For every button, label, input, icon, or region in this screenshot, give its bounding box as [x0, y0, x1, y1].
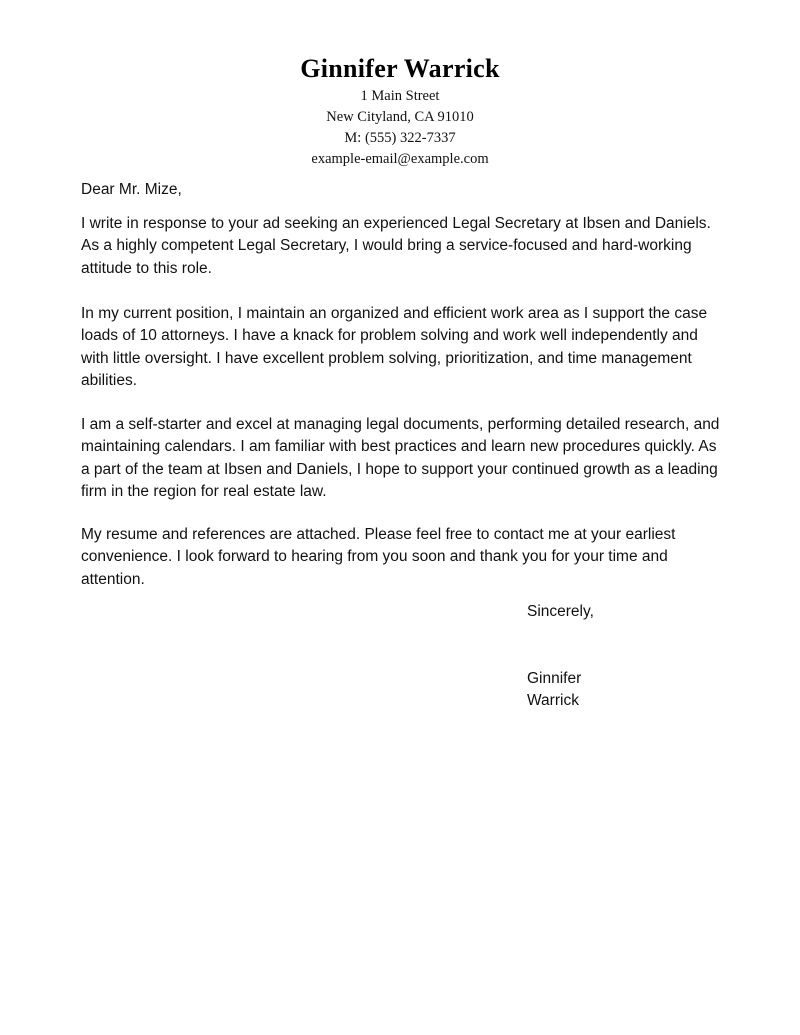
sender-street: 1 Main Street — [360, 88, 440, 104]
salutation: Dear Mr. Mize, — [81, 181, 182, 198]
letterhead — [0, 52, 800, 170]
sender-phone: M: (555) 322-7337 — [344, 130, 456, 146]
signature-first-name: Ginnifer — [527, 670, 582, 687]
body-paragraph-4: My resume and references are attached. Please feel free to contact me at your earliest convenience. I look forward to hearing from you soon and thank you for your time and attention. — [81, 526, 676, 588]
body-paragraph-2: In my current position, I maintain an organized and efficient work area as I support the case loads of 10 attorneys. I have a knack for problem solving and work well independently and with little oversight. I have excellent problem solving, prioritization, and time management abilities. — [81, 305, 708, 389]
closing: Sincerely, — [527, 603, 594, 620]
body-paragraph-1: I write in response to your ad seeking an experienced Legal Secretary at Ibsen and Daniels. As a highly competent Legal Secretary, I would bring a service-focused and hard-working attitude to this role. — [81, 215, 711, 277]
body-paragraph-3: I am a self-starter and excel at managing legal documents, performing detailed research, and maintaining calendars. I am familiar with best practices and learn new procedures quickly. As a part of the team at Ibsen and Daniels, I hope to support your continued growth as a leading firm in the region for real estate law. — [81, 416, 720, 500]
sender-city: New Cityland, CA 91010 — [326, 109, 474, 125]
sender-email: example-email@example.com — [311, 151, 489, 167]
sender-name: Ginnifer Warrick — [300, 54, 500, 83]
signature-last-name: Warrick — [527, 692, 579, 709]
